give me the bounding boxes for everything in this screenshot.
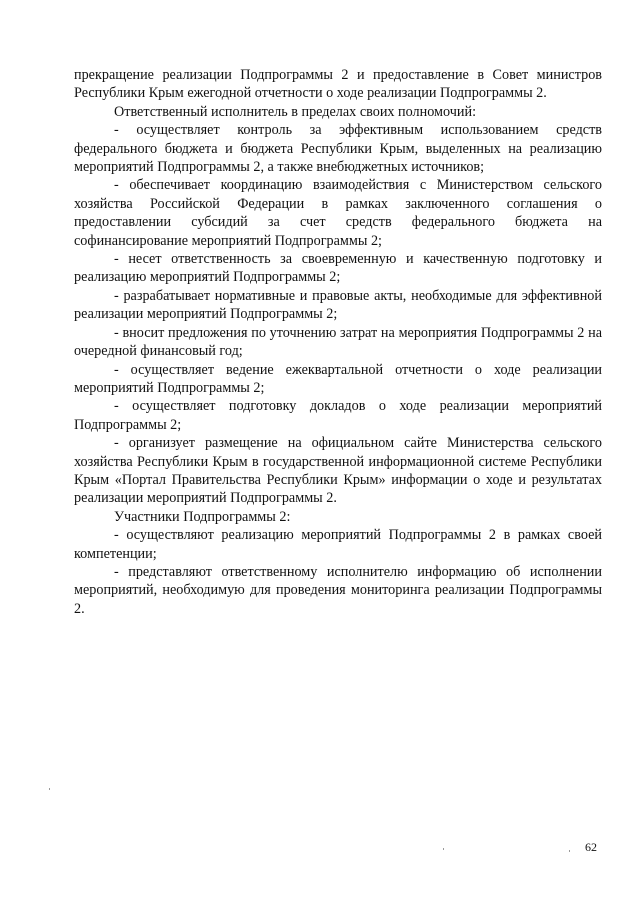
paragraph-budget-control: - осуществляет контроль за эффективным использованием средств федерального бюджета и бюджета Республики Крым, выделенных на реализацию мероприятий Подпрограммы 2, а также внебюджетных источников;: [74, 122, 602, 176]
paragraph-continuation: прекращение реализации Подпрограммы 2 и предоставление в Совет министров Республики Крым ежегодной отчетности о ходе реализации Подпрограммы 2.: [74, 67, 602, 102]
paragraph-responsible-executor-heading: Ответственный исполнитель в пределах своих полномочий:: [114, 103, 477, 120]
paragraph-participants-heading: Участники Подпрограммы 2:: [114, 508, 291, 525]
paragraph-legal-acts: - разрабатывает нормативные и правовые акты, необходимые для эффективной реализации мероприятий Подпрограммы 2;: [74, 287, 602, 323]
paragraph-cost-proposals: - вносит предложения по уточнению затрат на мероприятия Подпрограммы 2 на очередной финансовый год;: [74, 324, 602, 360]
page-number: 62: [585, 840, 597, 854]
document-body: [74, 66, 602, 618]
paragraph-quarterly-reporting: - осуществляет ведение ежеквартальной отчетности о ходе реализации мероприятий Подпрограммы 2;: [74, 361, 602, 396]
paragraph-reports-preparation: - осуществляет подготовку докладов о ходе реализации мероприятий Подпрограммы 2;: [74, 398, 602, 433]
scan-speck: [49, 788, 50, 790]
scan-speck: [443, 848, 444, 850]
paragraph-responsibility: - несет ответственность за своевременную и качественную подготовку и реализацию мероприятий Подпрограммы 2;: [74, 251, 602, 286]
paragraph-participants-implementation: - осуществляют реализацию мероприятий Подпрограммы 2 в рамках своей компетенции;: [74, 527, 602, 562]
paragraph-coordination: - обеспечивает координацию взаимодействия с Министерством сельского хозяйства Российской Федерации в рамках заключенного соглашения о предоставлении субсидий за счет средств федерального бюджета на софинансирование мероприятий Подпрограммы 2;: [74, 177, 602, 249]
scan-speck: [569, 850, 570, 852]
paragraph-participants-information: - представляют ответственному исполнителю информацию об исполнении мероприятий, необходимую для проведения мониторинга реализации Подпрограммы 2.: [74, 563, 602, 617]
paragraph-publication: - организует размещение на официальном сайте Министерства сельского хозяйства Республики Крым в государственной информационной системе Республики Крым «Портал Правительства Республики Крым» информации о ходе и результатах реализации мероприятий Подпрограммы 2.: [74, 435, 602, 507]
